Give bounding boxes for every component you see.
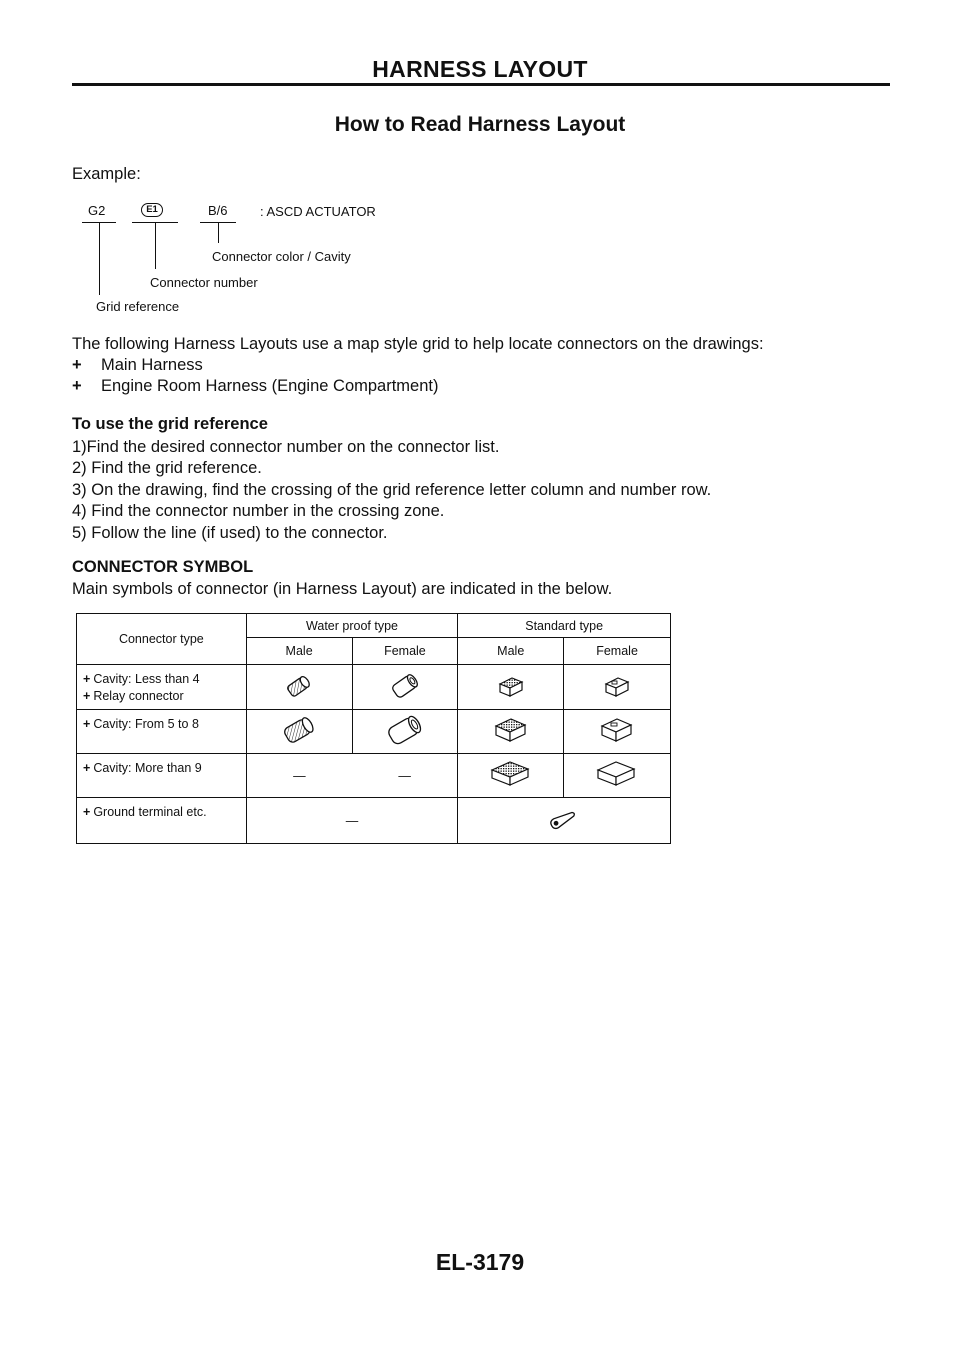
bullet-symbol: + bbox=[83, 717, 91, 731]
step-item: 3) On the drawing, find the crossing of the grid reference letter column and number row. bbox=[72, 480, 712, 499]
waterproof-male-connector-icon bbox=[246, 665, 352, 710]
connector-symbol-text: Main symbols of connector (in Harness Layout) are indicated in the below. bbox=[72, 580, 613, 598]
bullet-symbol: + bbox=[83, 672, 91, 686]
row-label-text: Ground terminal etc. bbox=[93, 805, 207, 819]
section-title: HARNESS LAYOUT bbox=[372, 56, 588, 82]
row-label-text: Cavity: More than 9 bbox=[93, 761, 202, 775]
bullet-symbol: + bbox=[83, 689, 91, 703]
bullet-symbol: + bbox=[72, 377, 82, 395]
intro-text: The following Harness Layouts use a map style grid to help locate connectors on the drawings: bbox=[72, 335, 764, 353]
example-color-cavity: B/6 bbox=[208, 203, 228, 218]
connector-number-badge: E1 bbox=[141, 203, 163, 217]
standard-type-header: Standard type bbox=[458, 614, 671, 638]
waterproof-female-dash: — bbox=[352, 754, 458, 798]
bullet-engine-room-harness bbox=[72, 377, 439, 396]
grid-ref-leader bbox=[99, 222, 100, 295]
waterproof-male-header: Male bbox=[246, 638, 352, 665]
waterproof-male-dash: — bbox=[246, 754, 352, 798]
table-row bbox=[77, 798, 671, 844]
waterproof-male-connector-icon bbox=[246, 710, 352, 754]
grid-reference-heading: To use the grid reference bbox=[72, 415, 268, 433]
standard-male-connector-icon bbox=[458, 754, 564, 798]
step-item: 2) Find the grid reference. bbox=[72, 459, 262, 478]
bullet-main-harness bbox=[72, 356, 203, 375]
table-row bbox=[77, 710, 671, 754]
waterproof-type-header: Water proof type bbox=[246, 614, 458, 638]
connector-type-label bbox=[77, 665, 247, 710]
waterproof-female-connector-icon bbox=[352, 665, 458, 710]
row-label-text: Cavity: Less than 4 bbox=[93, 672, 200, 686]
header-rule bbox=[72, 83, 890, 86]
row-label-text: Cavity: From 5 to 8 bbox=[93, 717, 199, 731]
example-label: Example: bbox=[72, 165, 141, 183]
grid-reference-steps bbox=[72, 437, 711, 544]
waterproof-female-connector-icon bbox=[352, 710, 458, 754]
example-grid-ref: G2 bbox=[88, 203, 106, 218]
connector-type-header: Connector type bbox=[77, 614, 247, 665]
bullet-symbol: + bbox=[83, 761, 91, 775]
standard-male-connector-icon bbox=[458, 710, 564, 754]
connector-type-label bbox=[77, 710, 247, 754]
connector-type-label bbox=[77, 754, 247, 798]
standard-female-connector-icon bbox=[564, 710, 671, 754]
standard-female-header: Female bbox=[564, 638, 671, 665]
standard-male-connector-icon bbox=[458, 665, 564, 710]
step-item: 5) Follow the line (if used) to the connector. bbox=[72, 523, 388, 542]
step-item: 4) Find the connector number in the crossing zone. bbox=[72, 502, 445, 521]
callout-color-cavity: Connector color / Cavity bbox=[212, 249, 351, 264]
page-title: How to Read Harness Layout bbox=[334, 113, 626, 136]
color-cavity-leader bbox=[218, 222, 219, 243]
bullet-text: Main Harness bbox=[101, 356, 203, 374]
bullet-text: Engine Room Harness (Engine Compartment) bbox=[101, 377, 439, 395]
standard-female-connector-icon bbox=[564, 754, 671, 798]
ground-terminal-icon bbox=[458, 798, 671, 844]
callout-grid-reference: Grid reference bbox=[96, 299, 180, 314]
waterproof-female-header: Female bbox=[352, 638, 458, 665]
connector-number-leader bbox=[155, 222, 156, 269]
step-item: 1)Find the desired connector number on the connector list. bbox=[72, 438, 500, 456]
bullet-symbol: + bbox=[83, 805, 91, 819]
waterproof-ground-dash: — bbox=[246, 798, 458, 844]
callout-connector-number: Connector number bbox=[150, 275, 258, 290]
connector-symbol-heading: CONNECTOR SYMBOL bbox=[72, 558, 254, 576]
bullet-symbol: + bbox=[72, 356, 82, 374]
table-row bbox=[77, 665, 671, 710]
standard-male-header: Male bbox=[458, 638, 564, 665]
table-row bbox=[77, 754, 671, 798]
example-description: : ASCD ACTUATOR bbox=[260, 204, 376, 219]
page-number: EL-3179 bbox=[435, 1249, 525, 1275]
connector-type-label bbox=[77, 798, 247, 844]
row-label-text: Relay connector bbox=[93, 689, 184, 703]
standard-female-connector-icon bbox=[564, 665, 671, 710]
connector-symbol-table bbox=[76, 613, 671, 844]
